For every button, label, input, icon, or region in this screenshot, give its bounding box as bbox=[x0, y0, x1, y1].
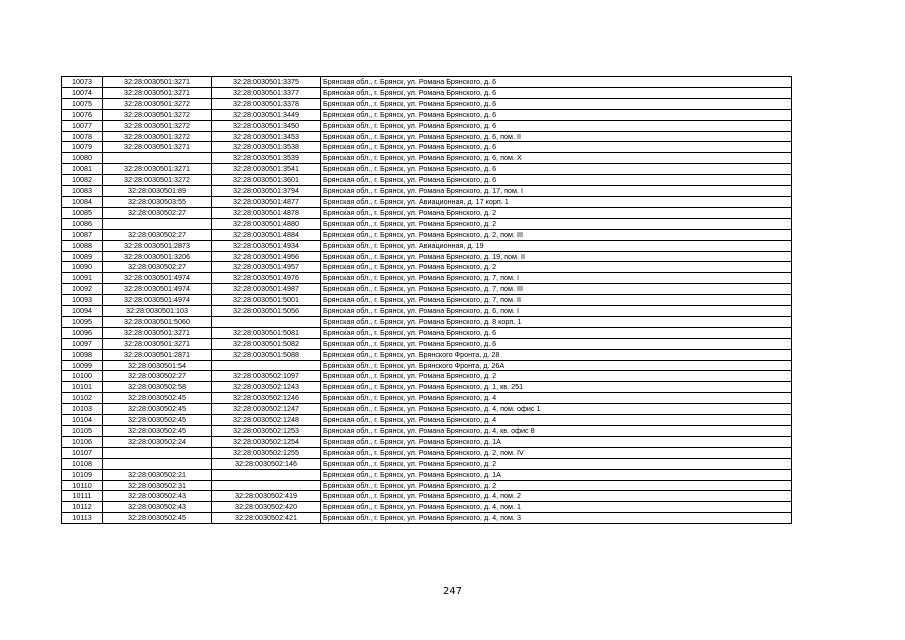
parcel-number-cell: 32:28:0030503:55 bbox=[103, 196, 212, 207]
row-number-cell: 10111 bbox=[62, 491, 103, 502]
row-number-cell: 10076 bbox=[62, 109, 103, 120]
address-cell: Брянская обл., г. Брянск, ул. Романа Брянского, д. 4 bbox=[321, 415, 792, 426]
row-number-cell: 10096 bbox=[62, 327, 103, 338]
row-number-cell: 10109 bbox=[62, 469, 103, 480]
table-row bbox=[62, 109, 792, 120]
parcel-number-cell: 32:28:0030502:45 bbox=[103, 393, 212, 404]
object-number-cell: 32:28:0030501:4976 bbox=[212, 273, 321, 284]
address-cell: Брянская обл., г. Брянск, ул. Романа Брянского, д. 6 bbox=[321, 164, 792, 175]
table-row bbox=[62, 295, 792, 306]
object-number-cell: 32:28:0030502:421 bbox=[212, 513, 321, 524]
address-cell: Брянская обл., г. Брянск, ул. Романа Брянского, д. 6 bbox=[321, 338, 792, 349]
parcel-number-cell: 32:28:0030501:54 bbox=[103, 360, 212, 371]
address-cell: Брянская обл., г. Брянск, ул. Романа Брянского, д. 2 bbox=[321, 480, 792, 491]
table-row bbox=[62, 273, 792, 284]
row-number-cell: 10098 bbox=[62, 349, 103, 360]
table-row bbox=[62, 240, 792, 251]
table-row bbox=[62, 393, 792, 404]
parcel-number-cell: 32:28:0030501:4974 bbox=[103, 295, 212, 306]
parcel-number-cell: 32:28:0030501:3206 bbox=[103, 251, 212, 262]
object-number-cell: 32:28:0030501:5001 bbox=[212, 295, 321, 306]
row-number-cell: 10110 bbox=[62, 480, 103, 491]
table-row bbox=[62, 175, 792, 186]
object-number-cell bbox=[212, 360, 321, 371]
address-cell: Брянская обл., г. Брянск, ул. Романа Брянского, д. 6, пом. X bbox=[321, 153, 792, 164]
object-number-cell: 32:28:0030502:1248 bbox=[212, 415, 321, 426]
address-cell: Брянская обл., г. Брянск, ул. Романа Брянского, д. 8 корп. 1 bbox=[321, 316, 792, 327]
parcel-number-cell: 32:28:0030501:3271 bbox=[103, 338, 212, 349]
object-number-cell: 32:28:0030501:3794 bbox=[212, 186, 321, 197]
row-number-cell: 10112 bbox=[62, 502, 103, 513]
object-number-cell: 32:28:0030501:4878 bbox=[212, 207, 321, 218]
parcel-number-cell: 32:28:0030501:3272 bbox=[103, 120, 212, 131]
row-number-cell: 10090 bbox=[62, 262, 103, 273]
parcel-number-cell: 32:28:0030502:45 bbox=[103, 404, 212, 415]
object-number-cell: 32:28:0030501:5088 bbox=[212, 349, 321, 360]
table-row bbox=[62, 327, 792, 338]
table-row bbox=[62, 458, 792, 469]
object-number-cell: 32:28:0030501:3378 bbox=[212, 98, 321, 109]
row-number-cell: 10075 bbox=[62, 98, 103, 109]
address-cell: Брянская обл., г. Брянск, ул. Романа Брянского, д. 2 bbox=[321, 458, 792, 469]
address-cell: Брянская обл., г. Брянск, ул. Романа Брянского, д. 6, пом. II bbox=[321, 131, 792, 142]
address-cell: Брянская обл., г. Брянск, ул. Авиационная, д. 19 bbox=[321, 240, 792, 251]
table-row bbox=[62, 360, 792, 371]
parcel-number-cell: 32:28:0030502:43 bbox=[103, 491, 212, 502]
address-cell: Брянская обл., г. Брянск, ул. Романа Брянского, д. 7, пом. III bbox=[321, 284, 792, 295]
object-number-cell: 32:28:0030502:1254 bbox=[212, 436, 321, 447]
parcel-number-cell: 32:28:0030501:3272 bbox=[103, 98, 212, 109]
table-row bbox=[62, 131, 792, 142]
address-cell: Брянская обл., г. Брянск, ул. Романа Брянского, д. 17, пом. I bbox=[321, 186, 792, 197]
address-cell: Брянская обл., г. Брянск, ул. Романа Брянского, д. 1А bbox=[321, 469, 792, 480]
object-number-cell: 32:28:0030501:4987 bbox=[212, 284, 321, 295]
parcel-number-cell: 32:28:0030501:103 bbox=[103, 306, 212, 317]
parcel-number-cell: 32:28:0030502:58 bbox=[103, 382, 212, 393]
address-cell: Брянская обл., г. Брянск, ул. Романа Брянского, д. 4, пом. 2 bbox=[321, 491, 792, 502]
address-cell: Брянская обл., г. Брянск, ул. Романа Брянского, д. 6, пом. I bbox=[321, 306, 792, 317]
table-row bbox=[62, 142, 792, 153]
address-cell: Брянская обл., г. Брянск, ул. Романа Брянского, д. 2, пом. III bbox=[321, 229, 792, 240]
object-number-cell: 32:28:0030501:3375 bbox=[212, 77, 321, 88]
row-number-cell: 10100 bbox=[62, 371, 103, 382]
table-row bbox=[62, 306, 792, 317]
table-row bbox=[62, 120, 792, 131]
address-cell: Брянская обл., г. Брянск, ул. Романа Брянского, д. 19, пом. II bbox=[321, 251, 792, 262]
parcel-number-cell: 32:28:0030501:2871 bbox=[103, 349, 212, 360]
object-number-cell: 32:28:0030502:1247 bbox=[212, 404, 321, 415]
row-number-cell: 10088 bbox=[62, 240, 103, 251]
object-number-cell: 32:28:0030501:4956 bbox=[212, 251, 321, 262]
table-row bbox=[62, 207, 792, 218]
row-number-cell: 10081 bbox=[62, 164, 103, 175]
row-number-cell: 10101 bbox=[62, 382, 103, 393]
table-row bbox=[62, 469, 792, 480]
row-number-cell: 10086 bbox=[62, 218, 103, 229]
page-number: 247 bbox=[442, 586, 463, 597]
row-number-cell: 10113 bbox=[62, 513, 103, 524]
table-row bbox=[62, 262, 792, 273]
parcel-number-cell: 32:28:0030501:4974 bbox=[103, 284, 212, 295]
parcel-number-cell: 32:28:0030502:31 bbox=[103, 480, 212, 491]
row-number-cell: 10084 bbox=[62, 196, 103, 207]
address-cell: Брянская обл., г. Брянск, ул. Романа Брянского, д. 6 bbox=[321, 87, 792, 98]
object-number-cell: 32:28:0030501:5056 bbox=[212, 306, 321, 317]
object-number-cell: 32:28:0030501:4934 bbox=[212, 240, 321, 251]
parcel-number-cell: 32:28:0030501:3271 bbox=[103, 142, 212, 153]
parcel-number-cell: 32:28:0030501:3272 bbox=[103, 131, 212, 142]
object-number-cell bbox=[212, 469, 321, 480]
address-cell: Брянская обл., г. Брянск, ул. Романа Брянского, д. 2 bbox=[321, 262, 792, 273]
table-row bbox=[62, 77, 792, 88]
address-cell: Брянская обл., г. Брянск, ул. Романа Брянского, д. 4, пом. 1 bbox=[321, 502, 792, 513]
table-row bbox=[62, 404, 792, 415]
row-number-cell: 10093 bbox=[62, 295, 103, 306]
parcel-number-cell: 32:28:0030501:3271 bbox=[103, 87, 212, 98]
object-number-cell: 32:28:0030501:3450 bbox=[212, 120, 321, 131]
address-cell: Брянская обл., г. Брянск, ул. Романа Брянского, д. 6 bbox=[321, 109, 792, 120]
table-row bbox=[62, 284, 792, 295]
table-row bbox=[62, 218, 792, 229]
row-number-cell: 10083 bbox=[62, 186, 103, 197]
address-cell: Брянская обл., г. Брянск, ул. Романа Брянского, д. 6 bbox=[321, 175, 792, 186]
address-cell: Брянская обл., г. Брянск, ул. Романа Брянского, д. 4, пом. офис 1 bbox=[321, 404, 792, 415]
object-number-cell: 32:28:0030501:3449 bbox=[212, 109, 321, 120]
table-row bbox=[62, 513, 792, 524]
object-number-cell: 32:28:0030502:420 bbox=[212, 502, 321, 513]
parcel-number-cell: 32:28:0030502:21 bbox=[103, 469, 212, 480]
object-number-cell: 32:28:0030501:3541 bbox=[212, 164, 321, 175]
parcel-number-cell: 32:28:0030501:3272 bbox=[103, 175, 212, 186]
row-number-cell: 10078 bbox=[62, 131, 103, 142]
row-number-cell: 10091 bbox=[62, 273, 103, 284]
table-row bbox=[62, 371, 792, 382]
object-number-cell: 32:28:0030501:3538 bbox=[212, 142, 321, 153]
address-cell: Брянская обл., г. Брянск, ул. Романа Брянского, д. 7, пом. II bbox=[321, 295, 792, 306]
address-cell: Брянская обл., г. Брянск, ул. Брянского Фронта, д. 28 bbox=[321, 349, 792, 360]
object-number-cell: 32:28:0030501:4957 bbox=[212, 262, 321, 273]
address-cell: Брянская обл., г. Брянск, ул. Авиационная, д. 17 корп. 1 bbox=[321, 196, 792, 207]
row-number-cell: 10087 bbox=[62, 229, 103, 240]
parcel-number-cell bbox=[103, 458, 212, 469]
address-cell: Брянская обл., г. Брянск, ул. Романа Брянского, д. 7, пом. I bbox=[321, 273, 792, 284]
object-number-cell: 32:28:0030501:3539 bbox=[212, 153, 321, 164]
table-row bbox=[62, 87, 792, 98]
table-row bbox=[62, 491, 792, 502]
parcel-number-cell bbox=[103, 447, 212, 458]
row-number-cell: 10082 bbox=[62, 175, 103, 186]
address-cell: Брянская обл., г. Брянск, ул. Романа Брянского, д. 2 bbox=[321, 371, 792, 382]
parcel-number-cell: 32:28:0030501:3271 bbox=[103, 327, 212, 338]
row-number-cell: 10106 bbox=[62, 436, 103, 447]
parcel-number-cell bbox=[103, 153, 212, 164]
row-number-cell: 10077 bbox=[62, 120, 103, 131]
table-row bbox=[62, 229, 792, 240]
object-number-cell: 32:28:0030502:146 bbox=[212, 458, 321, 469]
table-row bbox=[62, 153, 792, 164]
table-row bbox=[62, 447, 792, 458]
table-row bbox=[62, 316, 792, 327]
address-cell: Брянская обл., г. Брянск, ул. Брянского Фронта, д. 26А bbox=[321, 360, 792, 371]
row-number-cell: 10085 bbox=[62, 207, 103, 218]
row-number-cell: 10104 bbox=[62, 415, 103, 426]
parcel-number-cell: 32:28:0030502:45 bbox=[103, 513, 212, 524]
parcel-number-cell: 32:28:0030502:27 bbox=[103, 371, 212, 382]
object-number-cell: 32:28:0030502:1243 bbox=[212, 382, 321, 393]
object-number-cell: 32:28:0030501:4877 bbox=[212, 196, 321, 207]
object-number-cell: 32:28:0030501:5082 bbox=[212, 338, 321, 349]
row-number-cell: 10099 bbox=[62, 360, 103, 371]
address-cell: Брянская обл., г. Брянск, ул. Романа Брянского, д. 6 bbox=[321, 98, 792, 109]
address-cell: Брянская обл., г. Брянск, ул. Романа Брянского, д. 2 bbox=[321, 207, 792, 218]
table-row bbox=[62, 382, 792, 393]
object-number-cell: 32:28:0030502:1255 bbox=[212, 447, 321, 458]
object-number-cell: 32:28:0030502:1097 bbox=[212, 371, 321, 382]
object-number-cell bbox=[212, 480, 321, 491]
object-number-cell: 32:28:0030502:419 bbox=[212, 491, 321, 502]
table-row bbox=[62, 502, 792, 513]
table-row bbox=[62, 436, 792, 447]
table-row bbox=[62, 349, 792, 360]
table-row bbox=[62, 186, 792, 197]
parcel-number-cell: 32:28:0030502:45 bbox=[103, 426, 212, 437]
row-number-cell: 10097 bbox=[62, 338, 103, 349]
row-number-cell: 10095 bbox=[62, 316, 103, 327]
parcel-number-cell: 32:28:0030502:27 bbox=[103, 262, 212, 273]
row-number-cell: 10079 bbox=[62, 142, 103, 153]
object-number-cell bbox=[212, 316, 321, 327]
row-number-cell: 10102 bbox=[62, 393, 103, 404]
parcel-number-cell: 32:28:0030501:5060 bbox=[103, 316, 212, 327]
address-cell: Брянская обл., г. Брянск, ул. Романа Брянского, д. 4, пом. 3 bbox=[321, 513, 792, 524]
row-number-cell: 10107 bbox=[62, 447, 103, 458]
address-cell: Брянская обл., г. Брянск, ул. Романа Брянского, д. 4, кв. офис 8 bbox=[321, 426, 792, 437]
table-row bbox=[62, 196, 792, 207]
parcel-number-cell: 32:28:0030501:89 bbox=[103, 186, 212, 197]
address-cell: Брянская обл., г. Брянск, ул. Романа Брянского, д. 6 bbox=[321, 77, 792, 88]
parcel-number-cell: 32:28:0030501:3272 bbox=[103, 109, 212, 120]
parcel-number-cell: 32:28:0030502:43 bbox=[103, 502, 212, 513]
address-cell: Брянская обл., г. Брянск, ул. Романа Брянского, д. 6 bbox=[321, 142, 792, 153]
object-number-cell: 32:28:0030501:5081 bbox=[212, 327, 321, 338]
row-number-cell: 10103 bbox=[62, 404, 103, 415]
address-cell: Брянская обл., г. Брянск, ул. Романа Брянского, д. 4 bbox=[321, 393, 792, 404]
table-row bbox=[62, 480, 792, 491]
row-number-cell: 10105 bbox=[62, 426, 103, 437]
parcel-number-cell: 32:28:0030502:27 bbox=[103, 207, 212, 218]
parcel-number-cell: 32:28:0030501:3271 bbox=[103, 77, 212, 88]
object-number-cell: 32:28:0030501:4884 bbox=[212, 229, 321, 240]
address-cell: Брянская обл., г. Брянск, ул. Романа Брянского, д. 6 bbox=[321, 120, 792, 131]
object-number-cell: 32:28:0030502:1246 bbox=[212, 393, 321, 404]
table-row bbox=[62, 98, 792, 109]
parcel-number-cell bbox=[103, 218, 212, 229]
parcel-number-cell: 32:28:0030502:27 bbox=[103, 229, 212, 240]
registry-table bbox=[61, 76, 792, 524]
object-number-cell: 32:28:0030501:4880 bbox=[212, 218, 321, 229]
parcel-number-cell: 32:28:0030501:3271 bbox=[103, 164, 212, 175]
address-cell: Брянская обл., г. Брянск, ул. Романа Брянского, д. 6 bbox=[321, 327, 792, 338]
row-number-cell: 10073 bbox=[62, 77, 103, 88]
row-number-cell: 10089 bbox=[62, 251, 103, 262]
table-row bbox=[62, 426, 792, 437]
object-number-cell: 32:28:0030501:3601 bbox=[212, 175, 321, 186]
row-number-cell: 10094 bbox=[62, 306, 103, 317]
row-number-cell: 10080 bbox=[62, 153, 103, 164]
parcel-number-cell: 32:28:0030502:45 bbox=[103, 415, 212, 426]
parcel-number-cell: 32:28:0030501:2873 bbox=[103, 240, 212, 251]
address-cell: Брянская обл., г. Брянск, ул. Романа Брянского, д. 1, кв. 251 bbox=[321, 382, 792, 393]
row-number-cell: 10108 bbox=[62, 458, 103, 469]
parcel-number-cell: 32:28:0030501:4974 bbox=[103, 273, 212, 284]
row-number-cell: 10092 bbox=[62, 284, 103, 295]
registry-table-body bbox=[62, 77, 792, 524]
address-cell: Брянская обл., г. Брянск, ул. Романа Брянского, д. 1А bbox=[321, 436, 792, 447]
parcel-number-cell: 32:28:0030502:24 bbox=[103, 436, 212, 447]
address-cell: Брянская обл., г. Брянск, ул. Романа Брянского, д. 2 bbox=[321, 218, 792, 229]
object-number-cell: 32:28:0030501:3377 bbox=[212, 87, 321, 98]
object-number-cell: 32:28:0030502:1253 bbox=[212, 426, 321, 437]
table-row bbox=[62, 338, 792, 349]
table-row bbox=[62, 251, 792, 262]
address-cell: Брянская обл., г. Брянск, ул. Романа Брянского, д. 2, пом. IV bbox=[321, 447, 792, 458]
table-row bbox=[62, 164, 792, 175]
row-number-cell: 10074 bbox=[62, 87, 103, 98]
object-number-cell: 32:28:0030501:3453 bbox=[212, 131, 321, 142]
table-row bbox=[62, 415, 792, 426]
